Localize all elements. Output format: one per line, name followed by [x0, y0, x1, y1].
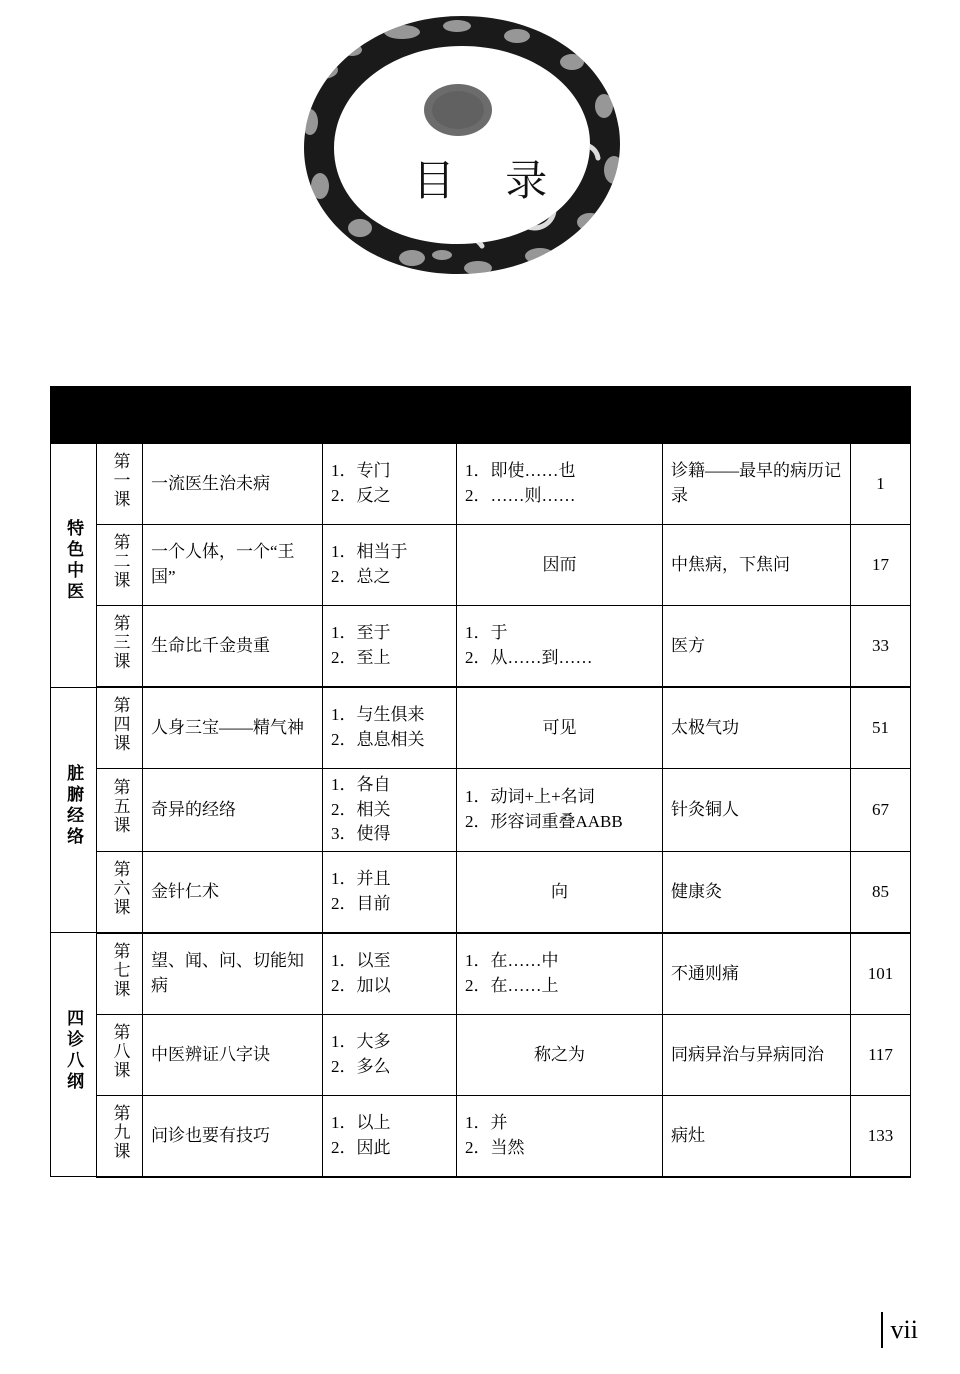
vocabulary-list: 1．以至 2．加以 — [323, 933, 457, 1015]
vocabulary-list: 1．相当于 2．总之 — [323, 525, 457, 606]
grammar-list: 1．即使……也 2．……则…… — [457, 444, 663, 525]
page-number: 17 — [851, 525, 911, 606]
culture-topic: 医方 — [663, 606, 851, 688]
vocabulary-list: 1．与生俱来 2．息息相关 — [323, 687, 457, 769]
lesson-number: 第二课 — [97, 525, 143, 606]
grammar-list: 因而 — [457, 525, 663, 606]
grammar-list: 可见 — [457, 687, 663, 769]
page-number: 51 — [851, 687, 911, 769]
lesson-title: 一流医生治未病 — [143, 444, 323, 525]
table-row — [51, 444, 911, 525]
footer-rule — [881, 1312, 883, 1348]
header-cell-title — [143, 387, 323, 444]
lesson-title: 生命比千金贵重 — [143, 606, 323, 688]
page-number: 33 — [851, 606, 911, 688]
grammar-list: 1．于 2．从……到…… — [457, 606, 663, 688]
grammar-list: 向 — [457, 851, 663, 933]
table-row — [51, 525, 911, 606]
table-row — [51, 687, 911, 769]
culture-topic: 诊籍——最早的病历记录 — [663, 444, 851, 525]
vocabulary-list: 1．以上 2．因此 — [323, 1095, 457, 1177]
lesson-number: 第五课 — [97, 769, 143, 852]
lesson-number: 第三课 — [97, 606, 143, 688]
grammar-list: 1．并 2．当然 — [457, 1095, 663, 1177]
decorative-seal-ornament — [282, 10, 642, 280]
header-cell-words — [323, 387, 457, 444]
lesson-number: 第六课 — [97, 851, 143, 933]
page-number: 101 — [851, 933, 911, 1015]
unit-label: 四诊八纲 — [51, 933, 97, 1177]
unit-label: 脏腑经络 — [51, 687, 97, 933]
table-row — [51, 606, 911, 688]
table-row — [51, 769, 911, 852]
lesson-title: 望、闻、问、切能知病 — [143, 933, 323, 1015]
table-row — [51, 1014, 911, 1095]
lesson-title: 金针仁术 — [143, 851, 323, 933]
page-number: 133 — [851, 1095, 911, 1177]
vocabulary-list: 1．大多 2．多么 — [323, 1014, 457, 1095]
page-footer — [881, 1312, 918, 1348]
vocabulary-list: 1．并且 2．目前 — [323, 851, 457, 933]
header-cell-lesson — [97, 387, 143, 444]
grammar-list: 1．在……中 2．在……上 — [457, 933, 663, 1015]
culture-topic: 不通则痛 — [663, 933, 851, 1015]
table-header-row — [51, 387, 911, 444]
toc-table — [50, 386, 911, 1178]
culture-topic: 病灶 — [663, 1095, 851, 1177]
culture-topic: 健康灸 — [663, 851, 851, 933]
header-cell-grammar — [457, 387, 663, 444]
culture-topic: 中焦病，下焦问 — [663, 525, 851, 606]
culture-topic: 针灸铜人 — [663, 769, 851, 852]
page-header — [0, 0, 960, 300]
unit-label: 特色中医 — [51, 444, 97, 688]
table-of-contents — [50, 386, 910, 1178]
lesson-title: 问诊也要有技巧 — [143, 1095, 323, 1177]
header-cell-page — [851, 387, 911, 444]
table-row — [51, 851, 911, 933]
lesson-number: 第四课 — [97, 687, 143, 769]
folio-number: vii — [890, 1315, 918, 1344]
vocabulary-list: 1．各自 2．相关 3．使得 — [323, 769, 457, 852]
lesson-title: 奇异的经络 — [143, 769, 323, 852]
lesson-title: 人身三宝——精气神 — [143, 687, 323, 769]
page-number: 117 — [851, 1014, 911, 1095]
culture-topic: 太极气功 — [663, 687, 851, 769]
vocabulary-list: 1．专门 2．反之 — [323, 444, 457, 525]
page-title: 目 录 — [412, 159, 568, 205]
lesson-title: 一个人体，一个“王国” — [143, 525, 323, 606]
page-number: 85 — [851, 851, 911, 933]
lesson-number: 第一课 — [97, 444, 143, 525]
table-row — [51, 1095, 911, 1177]
lesson-number: 第七课 — [97, 933, 143, 1015]
lesson-number: 第八课 — [97, 1014, 143, 1095]
page-number: 1 — [851, 444, 911, 525]
page-number: 67 — [851, 769, 911, 852]
header-cell-unit — [51, 387, 97, 444]
lesson-number: 第九课 — [97, 1095, 143, 1177]
grammar-list: 称之为 — [457, 1014, 663, 1095]
vocabulary-list: 1．至于 2．至上 — [323, 606, 457, 688]
grammar-list: 1．动词+上+名词 2．形容词重叠AABB — [457, 769, 663, 852]
lesson-title: 中医辨证八字诀 — [143, 1014, 323, 1095]
culture-topic: 同病异治与异病同治 — [663, 1014, 851, 1095]
table-row — [51, 933, 911, 1015]
header-cell-culture — [663, 387, 851, 444]
